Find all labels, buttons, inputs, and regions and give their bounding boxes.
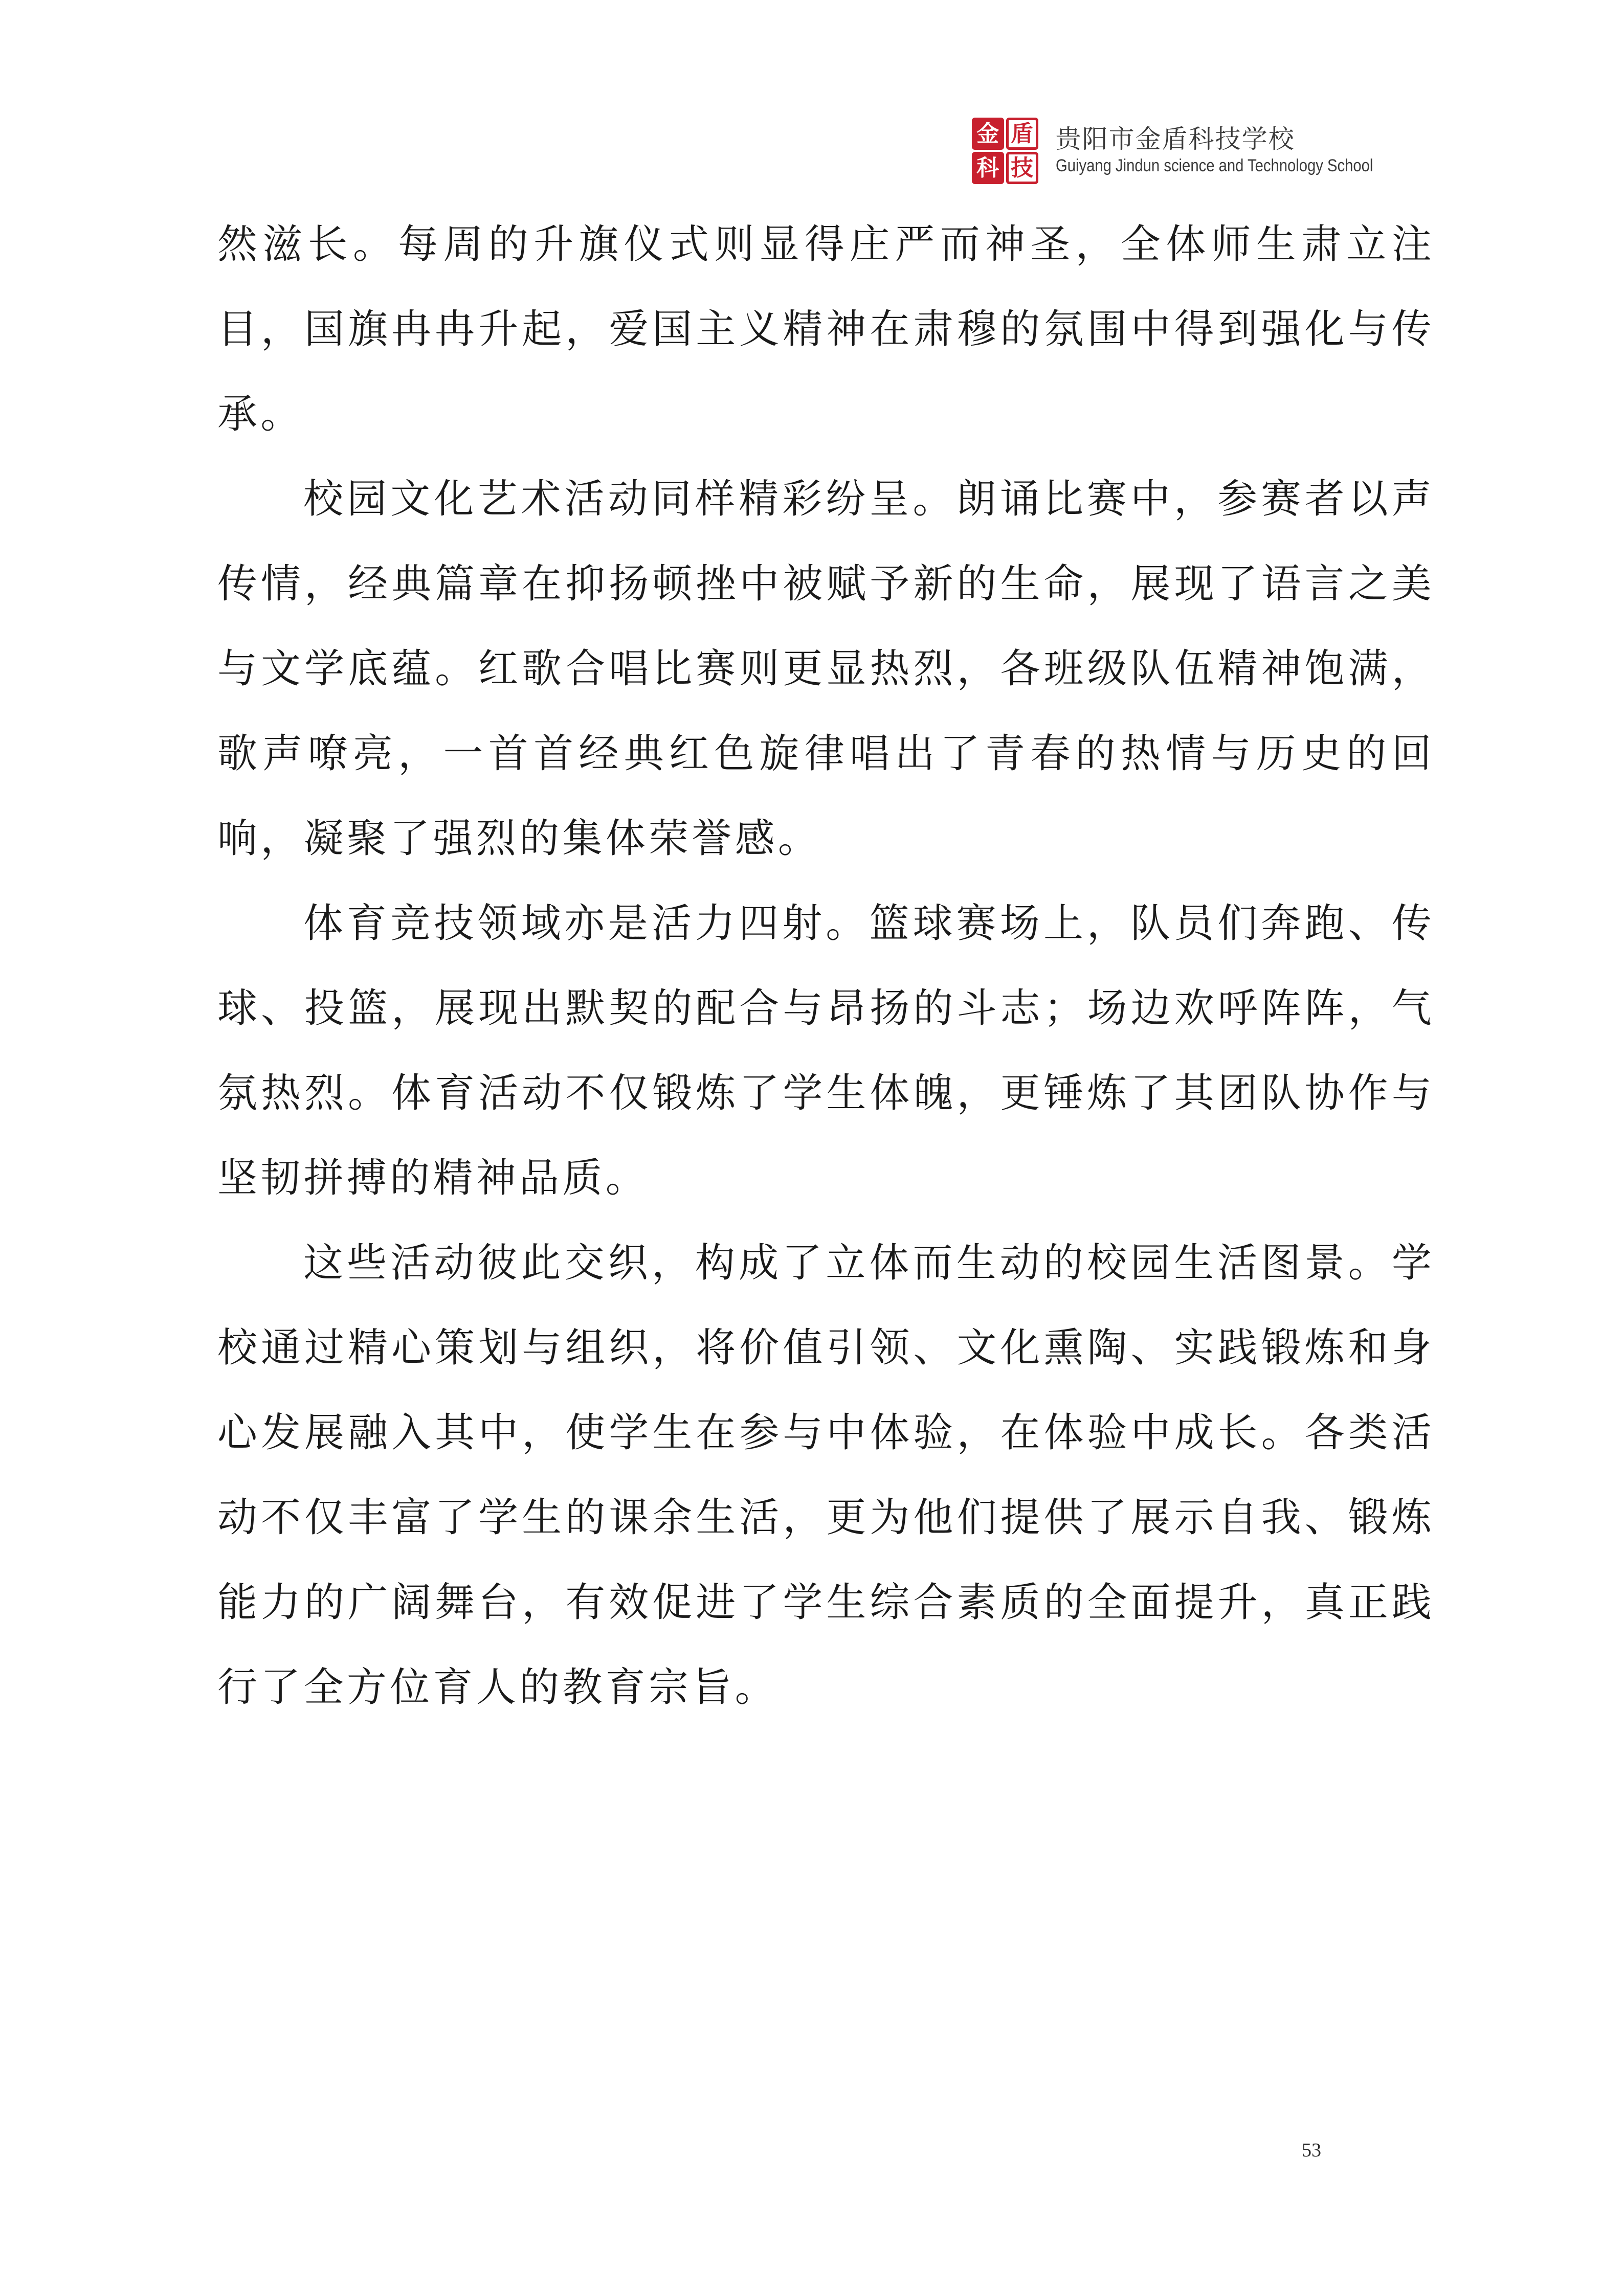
seal-char: 盾	[1006, 118, 1038, 150]
paragraph-sports-activities: 体育竞技领域亦是活力四射。篮球赛场上，队员们奔跑、传球、投篮，展现出默契的配合与昂扬的斗志；场边欢呼阵阵，气氛热烈。体育活动不仅锻炼了学生体魄，更锤炼了其团队协作与坚韧拼搏的精神品质。	[217, 901, 1435, 1201]
seal-char: 金	[972, 118, 1004, 150]
school-name-english: Guiyang Jindun science and Technology School	[1055, 155, 1373, 175]
page-header	[972, 118, 1425, 184]
page-number: 53	[1302, 2140, 1321, 2161]
seal-char: 科	[972, 152, 1004, 184]
school-name-block	[1056, 125, 1425, 177]
seal-char: 技	[1006, 152, 1038, 184]
paragraph-summary: 这些活动彼此交织，构成了立体而生动的校园生活图景。学校通过精心策划与组织，将价值引领、文化熏陶、实践锻炼和身心发展融入其中，使学生在参与中体验，在体验中成长。各类活动不仅丰富了学生的课余生活，更为他们提供了展示自我、锻炼能力的广阔舞台，有效促进了学生综合素质的全面提升，真正践行了全方位育人的教育宗旨。	[217, 1240, 1435, 1710]
paragraph-continued: 然滋长。每周的升旗仪式则显得庄严而神圣，全体师生肃立注目，国旗冉冉升起，爱国主义精神在肃穆的氛围中得到强化与传承。	[217, 221, 1435, 437]
document-body	[217, 202, 1435, 1730]
school-seal-logo	[972, 118, 1038, 184]
school-name-chinese: 贵阳市金盾科技学校	[1055, 124, 1295, 154]
paragraph-arts-activities: 校园文化艺术活动同样精彩纷呈。朗诵比赛中，参赛者以声传情，经典篇章在抑扬顿挫中被赋予新的生命，展现了语言之美与文学底蕴。红歌合唱比赛则更显热烈，各班级队伍精神饱满，歌声嘹亮，一首首经典红色旋律唱出了青春的热情与历史的回响，凝聚了强烈的集体荣誉感。	[217, 476, 1435, 862]
